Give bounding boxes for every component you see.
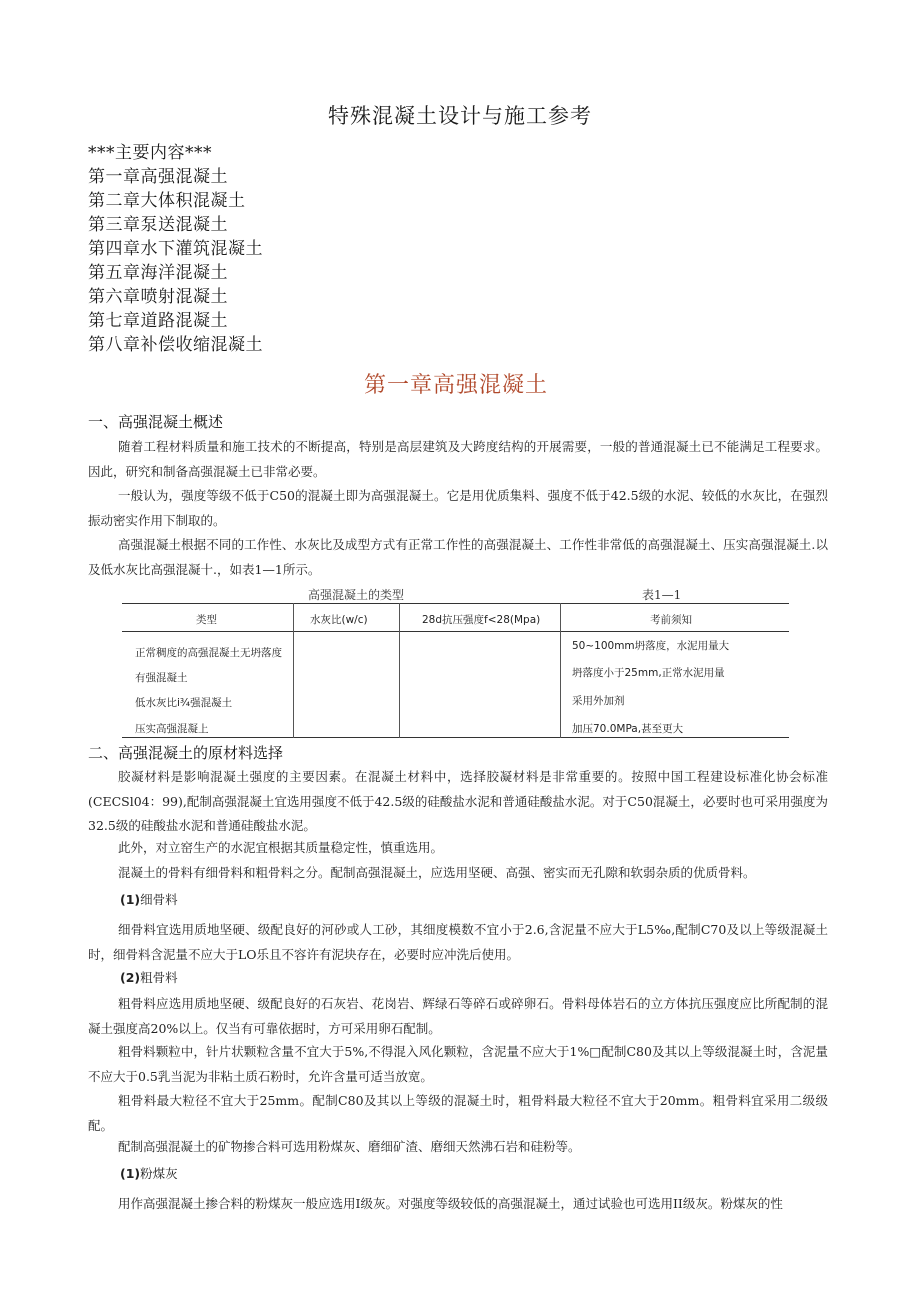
paragraph: 随着工程材料质量和施工技术的不断提高，特别是高层建筑及大跨度结构的开展需要，一般的普通混凝土已不能满足工程要求。因此，研究和制备高强混凝土已非常必要。 xyxy=(88,439,828,479)
paragraph: 粗骨料应选用质地坚硬、级配良好的石灰岩、花岗岩、辉绿石等碎石或碎卵石。骨料母体岩石的立方体抗压强度应比所配制的混凝土强度高20%以上。仅当有可靠依据时，方可采用卵石配制。 xyxy=(88,996,828,1036)
section-heading: 二、高强混凝土的原材料选择 xyxy=(88,744,284,762)
section-heading: 一、高强混凝土概述 xyxy=(88,413,224,431)
table-number: 表1—1 xyxy=(642,588,682,602)
table-header-notes: 考前须知 xyxy=(650,614,692,626)
paragraph: 粗骨料颗粒中，针片状颗粒含量不宜大于5%,不得混入风化颗粒，含泥量不应大于1%□配制C80及其以上等级混凝土时，含泥量不应大于0.5乳当泥为非粘土质石粉时，允许含量可适当放宽。 xyxy=(88,1044,828,1084)
table-cell-type: 低水灰比i¾强混凝土 xyxy=(135,697,233,709)
table-cell-note: 采用外加剂 xyxy=(572,695,625,707)
subheading-text: 细骨料 xyxy=(140,892,178,907)
table-rule xyxy=(122,603,789,604)
subheading-number: (1) xyxy=(120,1166,141,1181)
subheading-text: 粗骨料 xyxy=(140,970,178,985)
table-rule xyxy=(122,631,789,632)
toc-item: 第三章泵送混凝土 xyxy=(88,215,228,235)
subheading xyxy=(120,968,178,986)
paragraph: 配制高强混凝土的矿物掺合料可选用粉煤灰、磨细矿渣、磨细天然沸石岩和硅粉等。 xyxy=(118,1139,581,1154)
subheading xyxy=(120,1164,178,1182)
toc-item: 第六章喷射混凝土 xyxy=(88,287,228,307)
table-of-contents xyxy=(88,141,263,357)
toc-item: 第八章补偿收缩混凝土 xyxy=(88,335,263,355)
table-cell-note: 50~100mm坍落度，水泥用量大 xyxy=(572,640,730,652)
document-title: 特殊混凝土设计与施工参考 xyxy=(328,104,592,128)
table-header-type: 类型 xyxy=(196,614,217,626)
subheading xyxy=(120,890,178,908)
table-column-rule xyxy=(293,603,294,738)
paragraph: 一般认为，强度等级不低于C50的混凝土即为高强混凝土。它是用优质集料、强度不低于42.5级的水泥、较低的水灰比，在强烈振动密实作用下制取的。 xyxy=(88,488,828,528)
paragraph: 混凝土的骨料有细骨料和粗骨料之分。配制高强混凝土，应选用坚硬、高强、密实而无孔隙和软弱杂质的优质骨料。 xyxy=(118,865,756,880)
table-caption: 高强混凝土的类型 xyxy=(308,588,405,602)
toc-item: 第四章水下灌筑混凝土 xyxy=(88,239,263,259)
toc-item: 第二章大体积混凝土 xyxy=(88,191,246,211)
table-cell-note: 坍落度小于25mm,正常水泥用量 xyxy=(572,667,725,679)
subheading-number: (1) xyxy=(120,892,141,907)
paragraph: 高强混凝土根据不同的工作性、水灰比及成型方式有正常工作性的高强混凝土、工作性非常低的高强混凝土、压实高强混凝土.以及低水灰比高强混凝十.，如表1—1所示。 xyxy=(88,537,828,577)
table-cell-note: 加压70.0MPa,甚至更大 xyxy=(572,723,684,735)
subheading-number: (2) xyxy=(120,970,141,985)
types-table xyxy=(122,603,789,738)
table-cell-type: 压实高强混凝上 xyxy=(135,723,209,735)
toc-item: 第一章高强混凝土 xyxy=(88,167,228,187)
paragraph: 粗骨料最大粒径不宜大于25mm。配制C80及其以上等级的混凝土时，粗骨料最大粒径不宜大于20mm。粗骨料宜采用二级级配。 xyxy=(88,1093,828,1133)
table-rule xyxy=(122,737,789,738)
table-cell-type: 正常稠度的高强混凝土无坍落度 xyxy=(135,647,282,659)
table-header-wc: 水灰比(w/c) xyxy=(310,614,368,626)
paragraph: 胶凝材料是影响混凝土强度的主要因素。在混凝土材料中，选择胶凝材料是非常重要的。按照中国工程建设标准化协会标准(CECSl04：99),配制高强混凝土宜选用强度不低于42.5级的硅酸盐水泥和普通硅酸盐水泥。对于C50混凝土，必要时也可采用强度为32.5级的硅酸盐水泥和普通硅酸盐水泥。 xyxy=(88,769,828,833)
paragraph: 细骨料宜选用质地坚硬、级配良好的河砂或人工砂，其细度模数不宜小于2.6,含泥量不应大于L5‰,配制C70及以上等级混凝土时，细骨料含泥量不应大于LO乐且不容许有泥块存在，必要时应冲洗后使用。 xyxy=(88,922,828,962)
paragraph: 用作高强混凝土掺合料的粉煤灰一般应选用I级灰。对强度等级较低的高强混凝土，通过试验也可选用II级灰。粉煤灰的性 xyxy=(118,1196,783,1211)
table-cell-type: 有强混凝土 xyxy=(135,672,188,684)
toc-heading: ***主要内容*** xyxy=(88,143,212,163)
chapter-title: 第一章高强混凝土 xyxy=(363,373,548,398)
table-header-strength: 28d抗压强度f<28(Mpa) xyxy=(422,614,541,626)
table-column-rule xyxy=(399,603,400,738)
paragraph: 此外，对立窑生产的水泥宜根据其质量稳定性，慎重选用。 xyxy=(118,840,444,855)
table-column-rule xyxy=(560,603,561,738)
toc-item: 第五章海洋混凝土 xyxy=(88,263,228,283)
subheading-text: 粉煤灰 xyxy=(140,1166,178,1181)
toc-item: 第七章道路混凝土 xyxy=(88,311,228,331)
